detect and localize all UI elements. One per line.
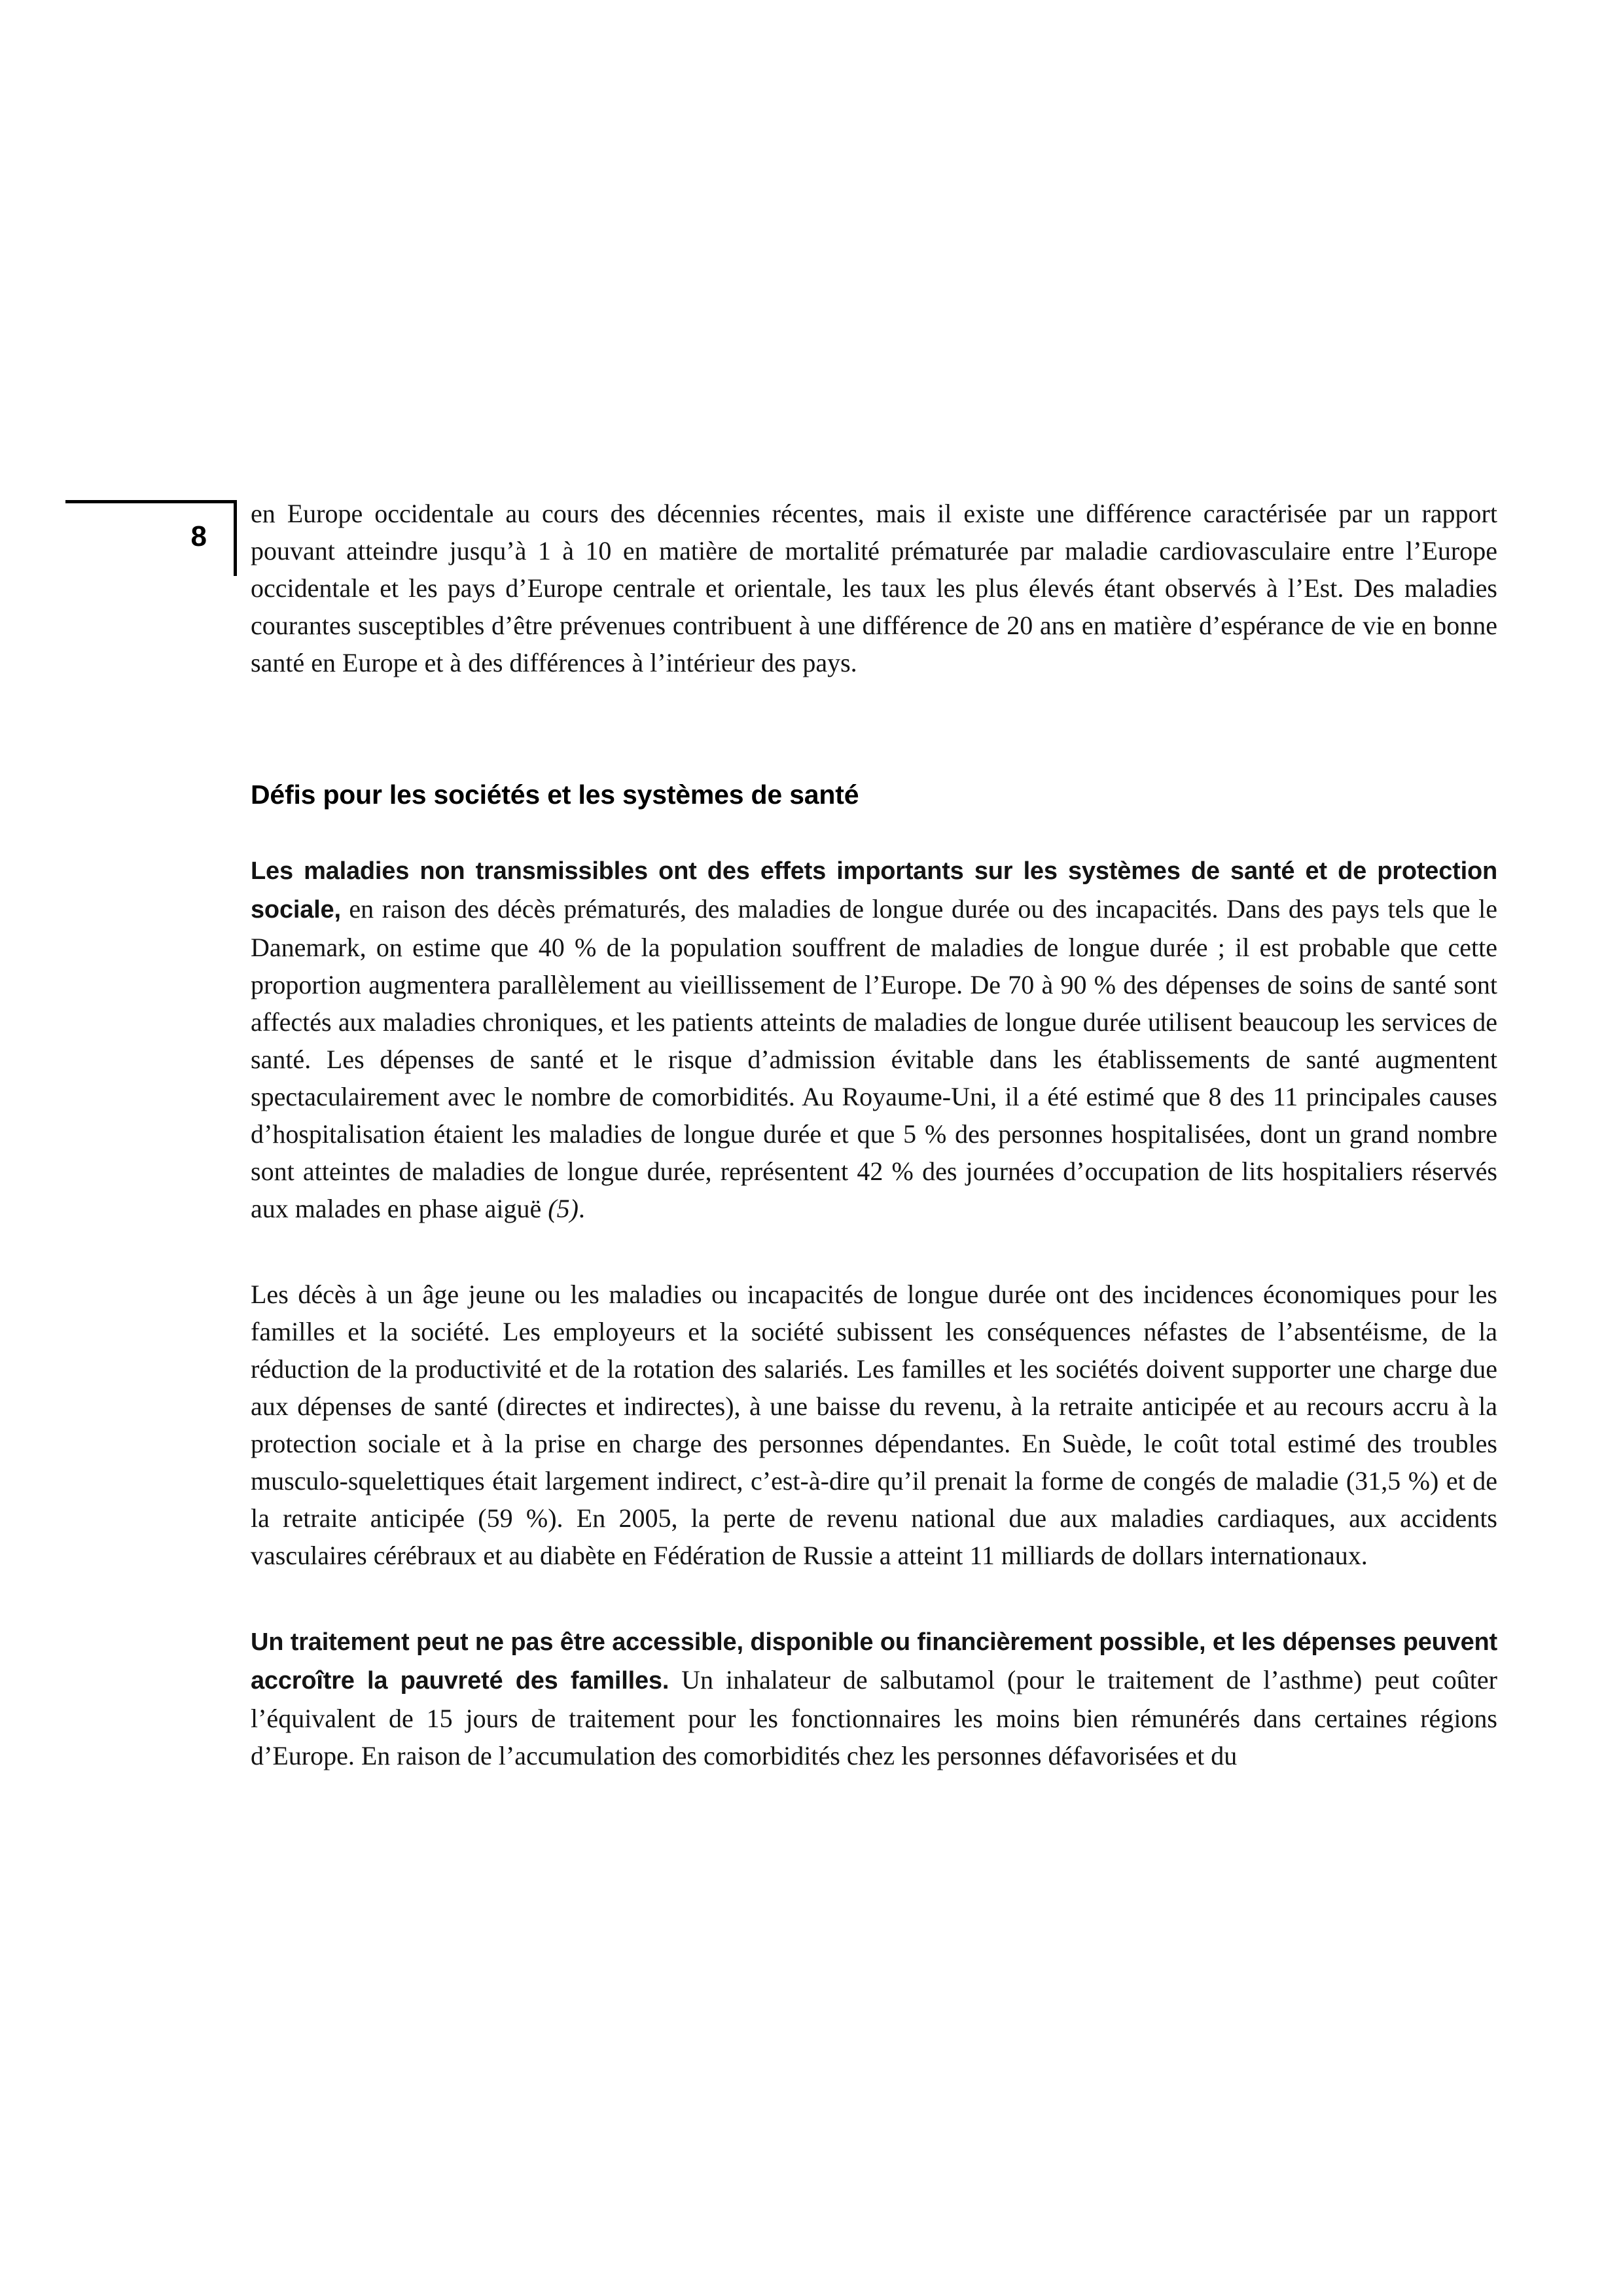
paragraph-text-end: . [578, 1194, 585, 1223]
page-number: 8 [190, 520, 207, 552]
reference-citation: (5) [548, 1194, 579, 1223]
folio-right-rule [234, 500, 237, 576]
text-column [251, 495, 1497, 1823]
paragraph-text: en raison des décès prématurés, des maladies de longue durée ou des incapacités. Dans des pays tels que le Danemark, on estime que 40 % de la population souffrent de maladies de longue durée ; il est probable que cette proportion augmentera parallèlement au vieillissement de l’Europe. De 70 à 90 % des dépenses de soins de santé sont affectés aux maladies chroniques, et les patients atteints de maladies de longue durée utilisent beaucoup les services de santé. Les dépenses de santé et le risque d’admission évitable dans les établissements de santé augmentent spectaculairement avec le nombre de comorbidités. Au Royaume-Uni, il a été estimé que 8 des 11 principales causes d’hospitalisation étaient les maladies de longue durée et que 5 % des personnes hospitalisées, dont un grand nombre sont atteintes de maladies de longue durée, représentent 42 % des journées d’occupation de lits hospitaliers réservés aux malades en phase aiguë [251, 894, 1497, 1223]
page-number-block [65, 500, 237, 576]
paragraph-text: Un inhalateur de salbutamol (pour le traitement de l’asthme) peut coûter l’équivalent de 15 jours de traitement pour les fonctionnaires les moins bien rémunérés dans certaines régions d’Europe. En raison de l’accumulation des comorbidités chez les personnes défavorisées et du [251, 1665, 1497, 1770]
bold-lead-in: Les maladies non transmissibles ont des effets importants sur les systèmes de santé et de protection sociale, [251, 857, 1497, 924]
paragraph-health-systems [251, 852, 1497, 1227]
folio-top-rule [65, 500, 237, 503]
bold-lead-in: Un traitement peut ne pas être accessible, disponible ou financièrement possible, et les dépenses peuvent accroître la pauvreté des familles. [251, 1628, 1497, 1695]
paragraph-economic-impact: Les décès à un âge jeune ou les maladies ou incapacités de longue durée ont des incidences économiques pour les familles et la société. Les employeurs et la société subissent les conséquences néfastes de l’absentéisme, de la réduction de la productivité et de la rotation des salariés. Les familles et les sociétés doivent supporter une charge due aux dépenses de santé (directes et indirectes), à une baisse du revenu, à la retraite anticipée et au recours accru à la protection sociale et à la prise en charge des personnes dépendantes. En Suède, le coût total estimé des troubles musculo-squelettiques était largement indirect, c’est-à-dire qu’il prenait la forme de congés de maladie (31,5 %) et de la retraite anticipée (59 %). En 2005, la perte de revenu national due aux maladies cardiaques, aux accidents vasculaires cérébraux et au diabète en Fédération de Russie a atteint 11 milliards de dollars internationaux. [251, 1280, 1497, 1570]
section-heading: Défis pour les sociétés et les systèmes de santé [251, 780, 859, 810]
continuation-paragraph: en Europe occidentale au cours des décennies récentes, mais il existe une différence caractérisée par un rapport pouvant atteindre jusqu’à 1 à 10 en matière de mortalité prématurée par maladie cardiovasculaire entre l’Europe occidentale et les pays d’Europe centrale et orientale, les taux les plus élevés étant observés à l’Est. Des maladies courantes susceptibles d’être prévenues contribuent à une différence de 20 ans en matière d’espérance de vie en bonne santé en Europe et à des différences à l’intérieur des pays. [251, 499, 1497, 677]
paragraph-treatment-access [251, 1623, 1497, 1774]
